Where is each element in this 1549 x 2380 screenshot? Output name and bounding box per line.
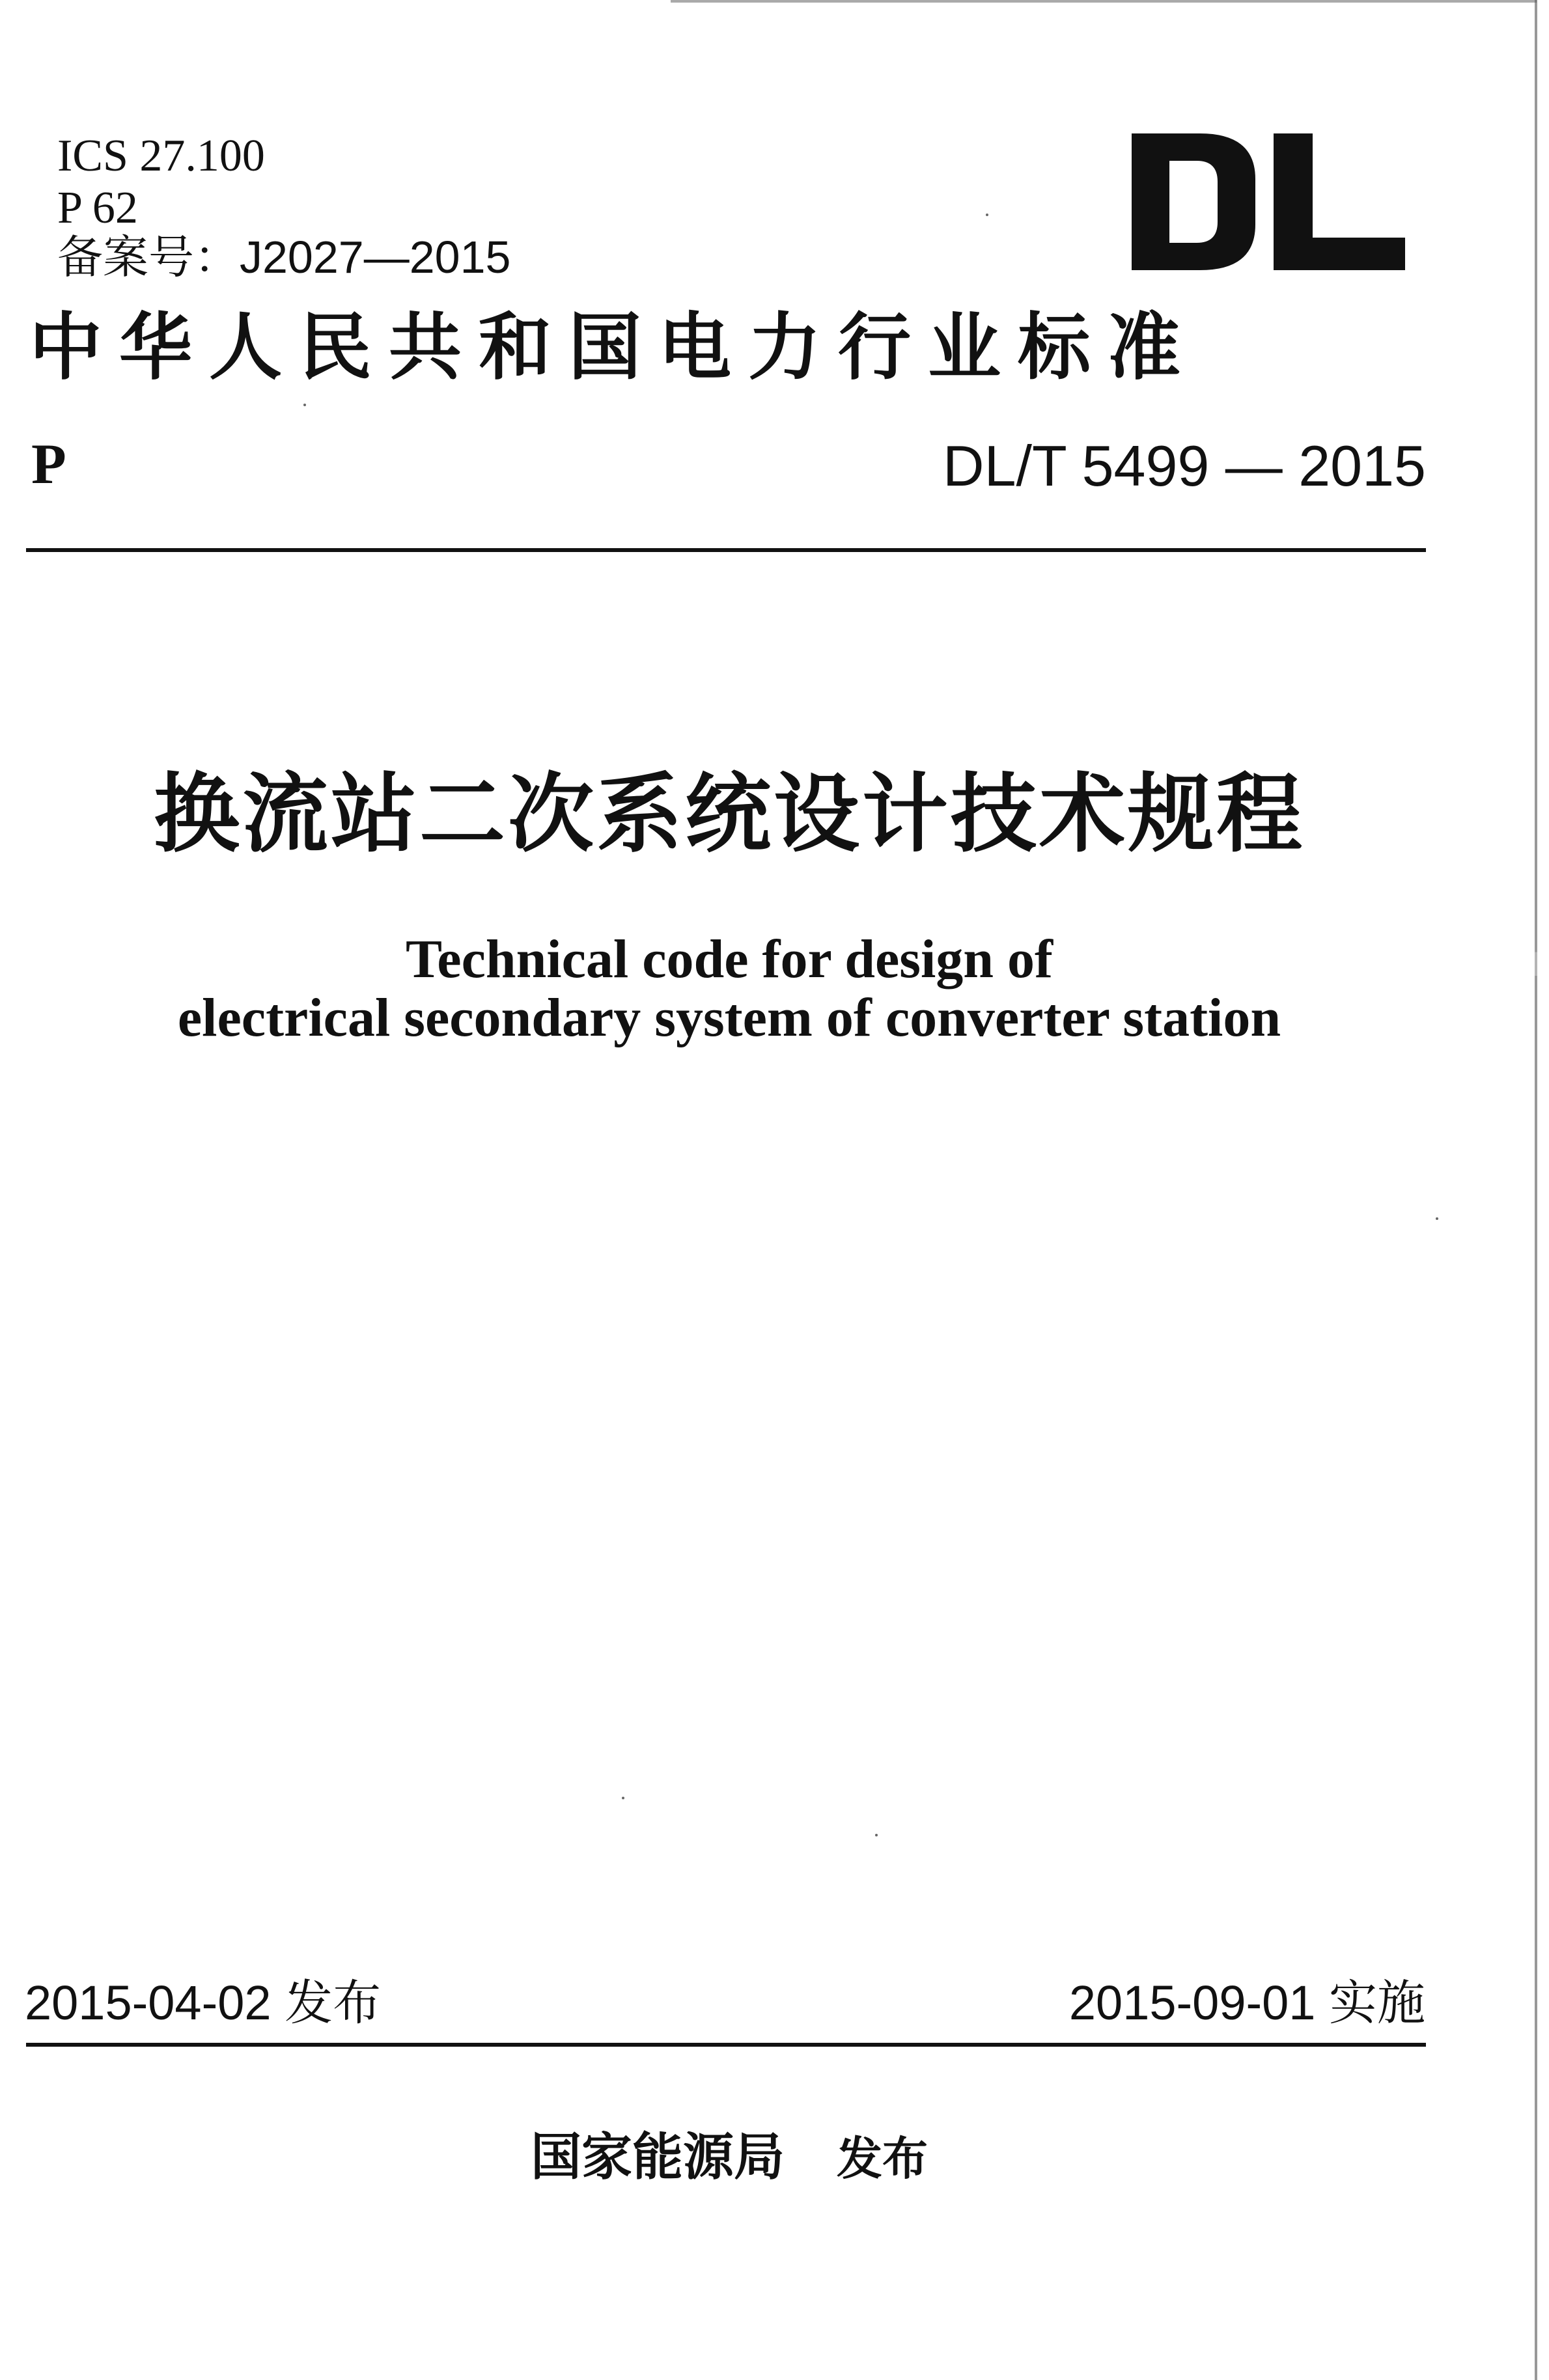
ics-code: ICS 27.100 bbox=[57, 131, 265, 181]
standard-category-title: 中华人民共和国电力行业标准 bbox=[29, 305, 1197, 390]
scan-edge bbox=[1535, 0, 1537, 2380]
scan-speck bbox=[303, 404, 306, 406]
english-title-line-1: Technical code for design of bbox=[405, 929, 1053, 989]
scan-speck bbox=[986, 214, 988, 216]
issue-date: 2015-04-02 发布 bbox=[25, 1976, 382, 2030]
implementation-date: 2015-09-01 实施 bbox=[1068, 1976, 1425, 2030]
chinese-title: 换流站二次系统设计技术规程 bbox=[154, 764, 1305, 865]
scan-top-edge bbox=[671, 0, 1537, 3]
publisher-verb: 发布 bbox=[837, 2131, 928, 2185]
dl-logo-letter-d bbox=[1132, 133, 1255, 270]
standard-number: DL/T 5499 — 2015 bbox=[943, 434, 1426, 498]
scan-speck bbox=[875, 1834, 878, 1836]
publisher-name: 国家能源局 bbox=[530, 2127, 785, 2187]
classification-mark: P bbox=[31, 433, 66, 496]
scan-speck bbox=[622, 1797, 624, 1799]
scan-speck bbox=[1436, 1217, 1438, 1220]
filing-number: 备案号：J2027—2015 bbox=[57, 232, 511, 283]
dl-logo bbox=[1132, 133, 1405, 270]
footer-divider bbox=[26, 2043, 1426, 2047]
publisher bbox=[0, 2127, 1458, 2187]
header-divider bbox=[26, 548, 1426, 552]
english-title-line-2: electrical secondary system of converter station bbox=[177, 988, 1281, 1048]
ccs-code: P 62 bbox=[57, 183, 138, 233]
dl-logo-letter-l bbox=[1274, 133, 1405, 270]
